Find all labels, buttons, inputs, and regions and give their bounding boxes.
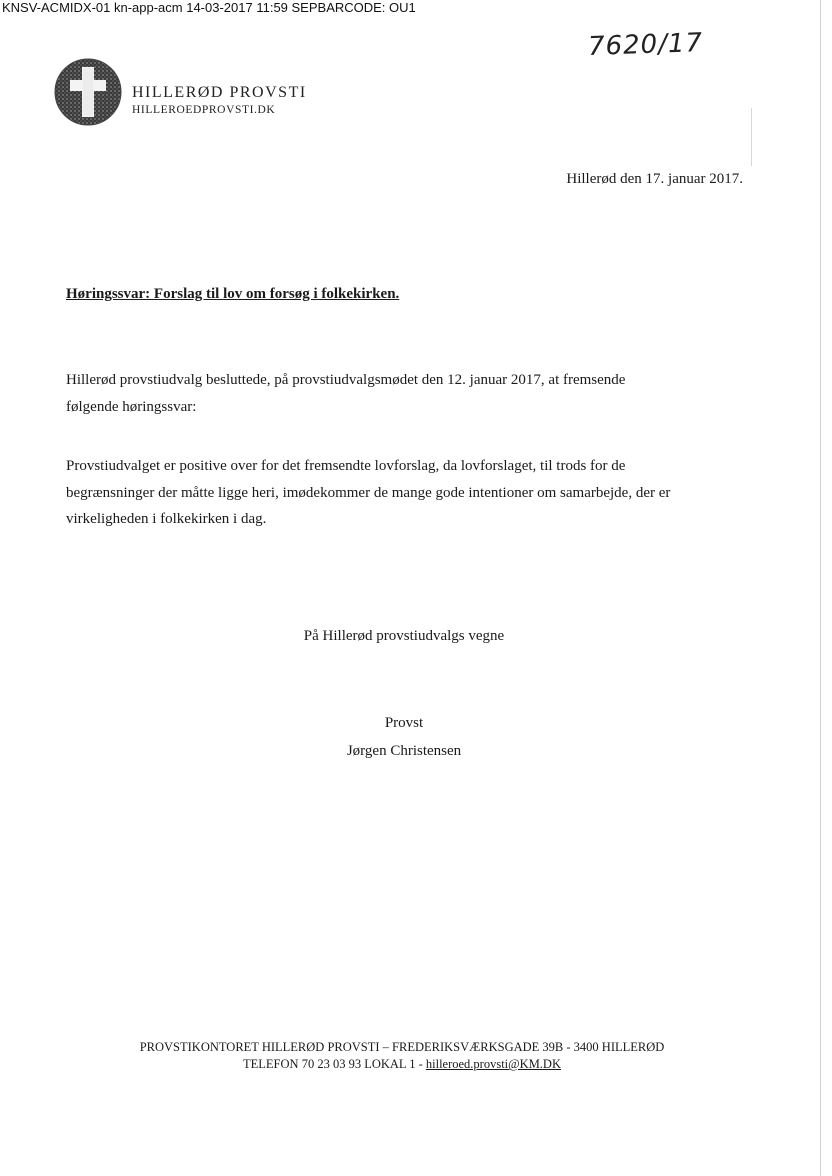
- church-cross-logo: [54, 58, 122, 126]
- scan-mark: [751, 108, 752, 166]
- signer-title: Provst: [384, 715, 424, 731]
- footer-phone: TELEFON 70 23 03 93 LOKAL 1 -: [243, 1057, 426, 1071]
- signoff-line: På Hillerød provstiudvalgs vegne: [303, 628, 505, 644]
- letterhead-name: HILLERØD PROVSTI: [132, 84, 307, 101]
- body-line: virkeligheden i folkekirken i dag.: [66, 511, 267, 527]
- letterhead-website: HILLEROEDPROVSTI.DK: [132, 104, 276, 116]
- footer-address: PROVSTIKONTORET HILLERØD PROVSTI – FREDERIKSVÆRKSGADE 39B - 3400 HILLERØD: [139, 1040, 665, 1054]
- body-line: begrænsninger der måtte ligge heri, imødekommer de mange gode intentioner om samarbejde, der er: [66, 484, 671, 501]
- body-line: Hillerød provstiudvalg besluttede, på provstiudvalgsmødet den 12. januar 2017, at fremsende: [66, 372, 626, 388]
- footer-contact: [0, 1056, 804, 1073]
- footer-email-link[interactable]: hilleroed.provsti@KM.DK: [425, 1057, 561, 1071]
- cross-logo-icon: [54, 58, 122, 126]
- subject-heading: Høringssvar: Forslag til lov om forsøg i folkekirken.: [66, 286, 400, 302]
- scan-edge-line: [820, 0, 821, 1176]
- signer-name: Jørgen Christensen: [346, 743, 462, 759]
- handwritten-case-number: 7620/17: [587, 28, 704, 62]
- fax-header: KNSV-ACMIDX-01 kn-app-acm 14-03-2017 11:59 SEPBARCODE: OU1: [2, 0, 416, 15]
- body-paragraph-2: [66, 453, 756, 533]
- date-line: Hillerød den 17. januar 2017.: [566, 171, 743, 187]
- body-line: følgende høringssvar:: [66, 398, 197, 415]
- body-line: Provstiudvalget er positive over for det fremsendte lovforslag, da lovforslaget, til trods for de: [66, 458, 626, 474]
- body-paragraph-1: [66, 367, 756, 420]
